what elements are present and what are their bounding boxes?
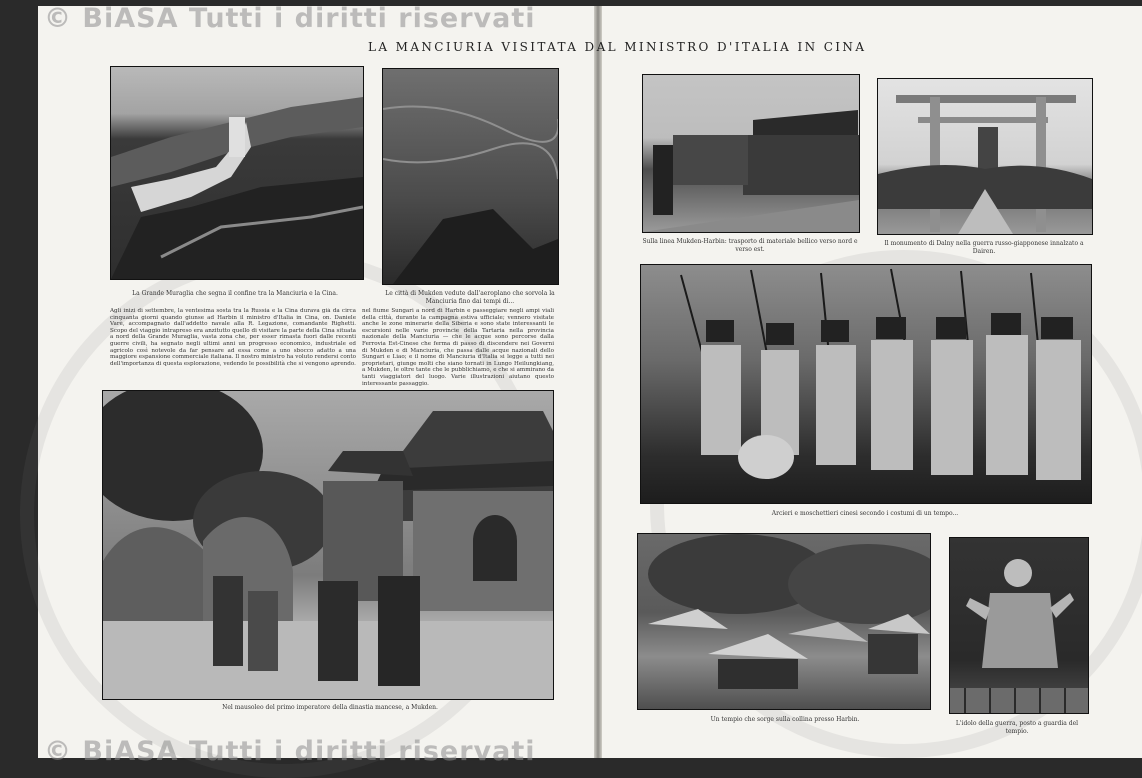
statue-illustration — [950, 538, 1088, 713]
caption-statue: L'idolo della guerra, posto a guardia del tempio. — [955, 720, 1079, 735]
soldiers-illustration — [641, 265, 1091, 503]
palace-illustration — [103, 391, 553, 699]
palace-photo — [102, 390, 554, 700]
watermark-bottom: © BiASA Tutti i diritti riservati — [44, 736, 536, 767]
village-photo — [637, 533, 931, 710]
great-wall-photo — [110, 66, 364, 280]
train-photo — [642, 74, 860, 233]
great-wall-illustration — [111, 67, 363, 279]
caption-soldiers: Arcieri e moschettieri cinesi secondo i costumi di un tempo... — [771, 510, 959, 517]
caption-great-wall: La Grande Muraglia che segna il confine tra la Manciuria e la Cina. — [132, 290, 338, 297]
caption-aerial: Le città di Mukden vedute dall'aeroplano che sorvola la Manciuria fino dai tempi di... — [385, 290, 555, 305]
aerial-photo — [382, 68, 559, 285]
torii-photo — [877, 78, 1093, 235]
village-illustration — [638, 534, 930, 709]
watermark-top: © BiASA Tutti i diritti riservati — [44, 3, 536, 34]
page-gutter — [594, 6, 602, 758]
caption-train: Sulla linea Mukden-Harbin: trasporto di materiale bellico verso nord e verso est. — [642, 238, 858, 253]
soldiers-photo — [640, 264, 1092, 504]
article-column-1: Agli inizi di settembre, la ventesima sosta tra la Russia e la Cina durava già da circa cinquanta giorni quando giunse ad Harbin il ministro d'Italia in Cina, on. Daniele Varè, accompagnato dall'addetto navale alla R. Legazione, comandante Righetti. Scopo del viaggio intrapreso era anzitutto quello di visitare la parte della Cina situata a nord della Grande Muraglia, vasta zona che, per esser rimasta fuori dalle recenti guerre civili, ha segnato negli ultimi anni un progresso economico, industriale ed agricolo così notevole da far pensare ad essa come a uno sbocco adatto a una maggiore espansione commerciale italiana. Il nostro ministro ha voluto rendersi conto dell'importanza di questa esplorazione, vedendo le possibilità che si vengono aprendo. — [110, 308, 356, 367]
caption-palace: Nel mausoleo del primo imperatore della dinastia mancese, a Mukden. — [222, 704, 438, 711]
aerial-illustration — [383, 69, 558, 284]
train-illustration — [643, 75, 859, 232]
torii-illustration — [878, 79, 1092, 234]
caption-village: Un tempio che sorge sulla collina presso Harbin. — [710, 716, 860, 723]
article-column-2: nel fiume Sungari a nord di Harbin e passeggiare negli ampi viali della città, durante la campagna estiva ufficiale; vennero visitate anche le zone minerarie della Siberia e sono state interessanti le escursioni nelle varie provincie della Tartaria nella provincia nazionale della Manciuria — che le acque sono percorse dalla Ferrovia Est-Cinese che ferma di passo di discendere nei Governi di Mukden e di Manciuria, che passa dalle acque nazionali dello Sungari e Liao; e il nome di Manciuria d'Italia si legge a tutti nei proprietari, giunge molti che siano tornati in Lungo Heilungkiang, a Mukden, le oltre tante che le pubblichiamo, e che si ammirano da tanti viaggiatori del luogo. Varie illustrazioni aiutano questo interessante passaggio. — [362, 308, 554, 387]
statue-photo — [949, 537, 1089, 714]
caption-torii: Il monumento di Dalny nella guerra russo-giapponese innalzato a Dairen. — [884, 240, 1084, 255]
page-headline: LA MANCIURIA VISITATA DAL MINISTRO D'ITALIA IN CINA — [368, 40, 867, 54]
